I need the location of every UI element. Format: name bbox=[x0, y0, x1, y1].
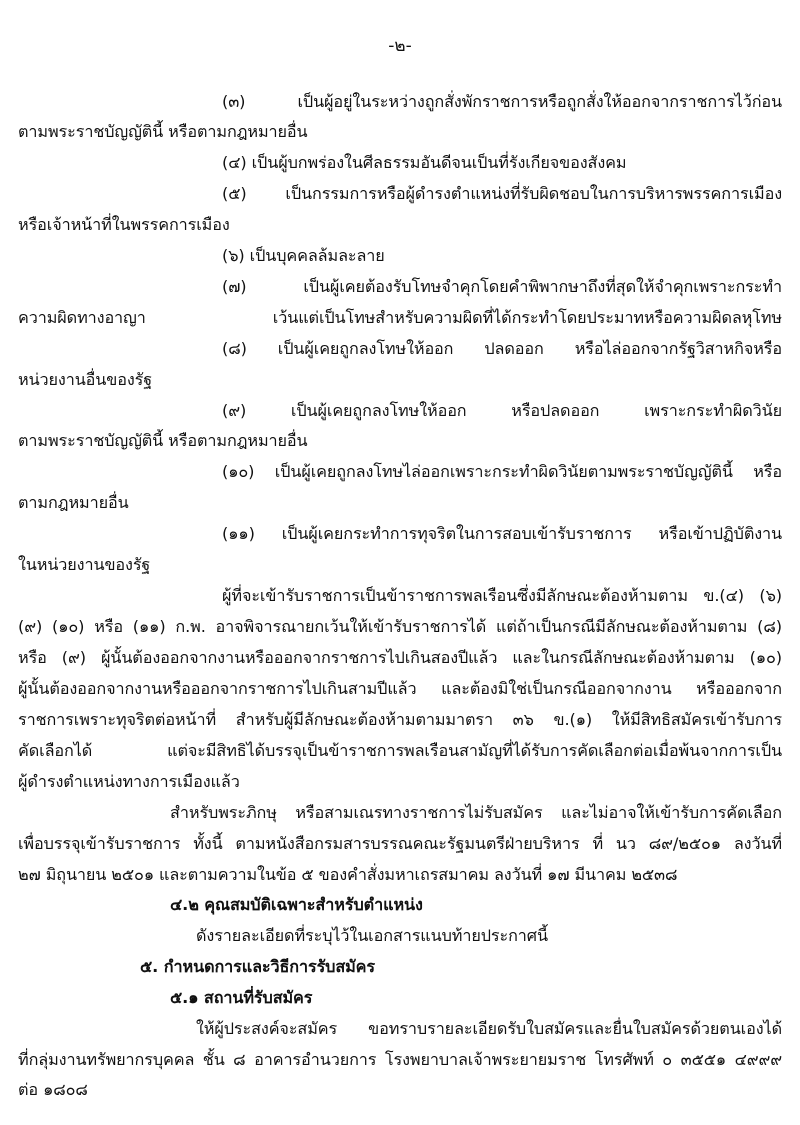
text-line: ดังรายละเอียดที่ระบุไว้ในเอกสารแนบท้ายประกาศนี้ bbox=[196, 926, 548, 945]
text-line: (๕) เป็นกรรมการหรือผู้ดำรงตำแหน่งที่รับผิดชอบในการบริหารพรรคการเมือง bbox=[222, 184, 782, 203]
text-line: (๓) เป็นผู้อยู่ในระหว่างถูกสั่งพักราชการหรือถูกสั่งให้ออกจากราชการไว้ก่อน bbox=[222, 92, 782, 111]
text-line: ให้ผู้ประสงค์จะสมัคร ขอทราบรายละเอียดรับใบสมัครและยื่นใบสมัครด้วยตนเองได้ bbox=[196, 1019, 782, 1038]
text-line: (๘) เป็นผู้เคยถูกลงโทษให้ออก ปลดออก หรือไล่ออกจากรัฐวิสาหกิจหรือ bbox=[222, 339, 782, 358]
text-line: (๔) เป็นผู้บกพร่องในศีลธรรมอันดีจนเป็นที่รังเกียจของสังคม bbox=[222, 153, 627, 172]
text-line: ความผิดทางอาญา เว้นแต่เป็นโทษสำหรับความผิดที่ได้กระทำโดยประมาทหรือความผิดลหุโทษ bbox=[18, 308, 782, 327]
text-line: หรือเจ้าหน้าที่ในพรรคการเมือง bbox=[18, 215, 230, 234]
text-line: ในหน่วยงานของรัฐ bbox=[18, 555, 151, 574]
section-heading: ๔.๒ คุณสมบัติเฉพาะสำหรับตำแหน่ง bbox=[170, 895, 423, 914]
text-line: ผู้ดำรงตำแหน่งทางการเมืองแล้ว bbox=[18, 772, 240, 791]
text-line: (๑๐) เป็นผู้เคยถูกลงโทษไล่ออกเพราะกระทำผิดวินัยตามพระราชบัญญัตินี้ หรือ bbox=[222, 462, 782, 481]
section-heading: ๕.๑ สถานที่รับสมัคร bbox=[170, 988, 313, 1007]
text-line: หรือ (๙) ผู้นั้นต้องออกจากงานหรือออกจากราชการไปเกินสองปีแล้ว และในกรณีลักษณะต้องห้ามตาม (๑๐) bbox=[18, 648, 782, 667]
text-line: ราชการเพราะทุจริตต่อหน้าที่ สำหรับผู้มีลักษณะต้องห้ามตามมาตรา ๓๖ ข.(๑) ให้มีสิทธิสมัครเข้ารับการ bbox=[18, 710, 782, 729]
text-line: ผู้ที่จะเข้ารับราชการเป็นข้าราชการพลเรือนซึ่งมีลักษณะต้องห้ามตาม ข.(๔) (๖) bbox=[222, 586, 782, 605]
section-heading: ๕. กำหนดการและวิธีการรับสมัคร bbox=[140, 957, 376, 976]
text-line: (๙) เป็นผู้เคยถูกลงโทษให้ออก หรือปลดออก เพราะกระทำผิดวินัย bbox=[222, 401, 782, 420]
page-number: -๒- bbox=[388, 36, 412, 56]
text-line: (๗) เป็นผู้เคยต้องรับโทษจำคุกโดยคำพิพากษาถึงที่สุดให้จำคุกเพราะกระทำ bbox=[222, 277, 782, 296]
text-line: ตามกฎหมายอื่น bbox=[18, 493, 129, 512]
text-line: สำหรับพระภิกษุ หรือสามเณรทางราชการไม่รับสมัคร และไม่อาจให้เข้ารับการคัดเลือก bbox=[170, 803, 782, 822]
text-line: (๑๑) เป็นผู้เคยกระทำการทุจริตในการสอบเข้ารับราชการ หรือเข้าปฏิบัติงาน bbox=[222, 524, 782, 543]
text-line: ตามพระราชบัญญัตินี้ หรือตามกฎหมายอื่น bbox=[18, 122, 308, 141]
text-line: ที่กลุ่มงานทรัพยากรบุคคล ชั้น ๘ อาคารอำนวยการ โรงพยาบาลเจ้าพระยายมราช โทรศัพท์ ๐ ๓๕๕๑ ๔๙๙๙ bbox=[18, 1050, 782, 1069]
text-line: ๒๗ มิถุนายน ๒๕๐๑ และตามความในข้อ ๕ ของคำสั่งมหาเถรสมาคม ลงวันที่ ๑๗ มีนาคม ๒๕๓๘ bbox=[18, 865, 678, 884]
text-line: ตามพระราชบัญญัตินี้ หรือตามกฎหมายอื่น bbox=[18, 431, 308, 450]
text-line: คัดเลือกได้ แต่จะมีสิทธิได้บรรจุเป็นข้าราชการพลเรือนสามัญที่ได้รับการคัดเลือกต่อเมื่อพ้นจากการเป็น bbox=[18, 741, 782, 760]
text-line: หน่วยงานอื่นของรัฐ bbox=[18, 370, 153, 389]
text-line: (๖) เป็นบุคคลล้มละลาย bbox=[222, 246, 385, 265]
text-line: (๙) (๑๐) หรือ (๑๑) ก.พ. อาจพิจารณายกเว้นให้เข้ารับราชการได้ แต่ถ้าเป็นกรณีมีลักษณะต้องห้ามตาม (๘) bbox=[18, 617, 782, 636]
text-line: ผู้นั้นต้องออกจากงานหรือออกจากราชการไปเกินสามปีแล้ว และต้องมิใช่เป็นกรณีออกจากงาน หรือออกจาก bbox=[18, 679, 782, 698]
text-line: เพื่อบรรจุเข้ารับราชการ ทั้งนี้ ตามหนังสือกรมสารบรรณคณะรัฐมนตรีฝ่ายบริหาร ที่ นว ๘๙/๒๕๐๑ ลงวันที่ bbox=[18, 834, 782, 853]
text-line: ต่อ ๑๘๐๘ bbox=[18, 1080, 88, 1099]
